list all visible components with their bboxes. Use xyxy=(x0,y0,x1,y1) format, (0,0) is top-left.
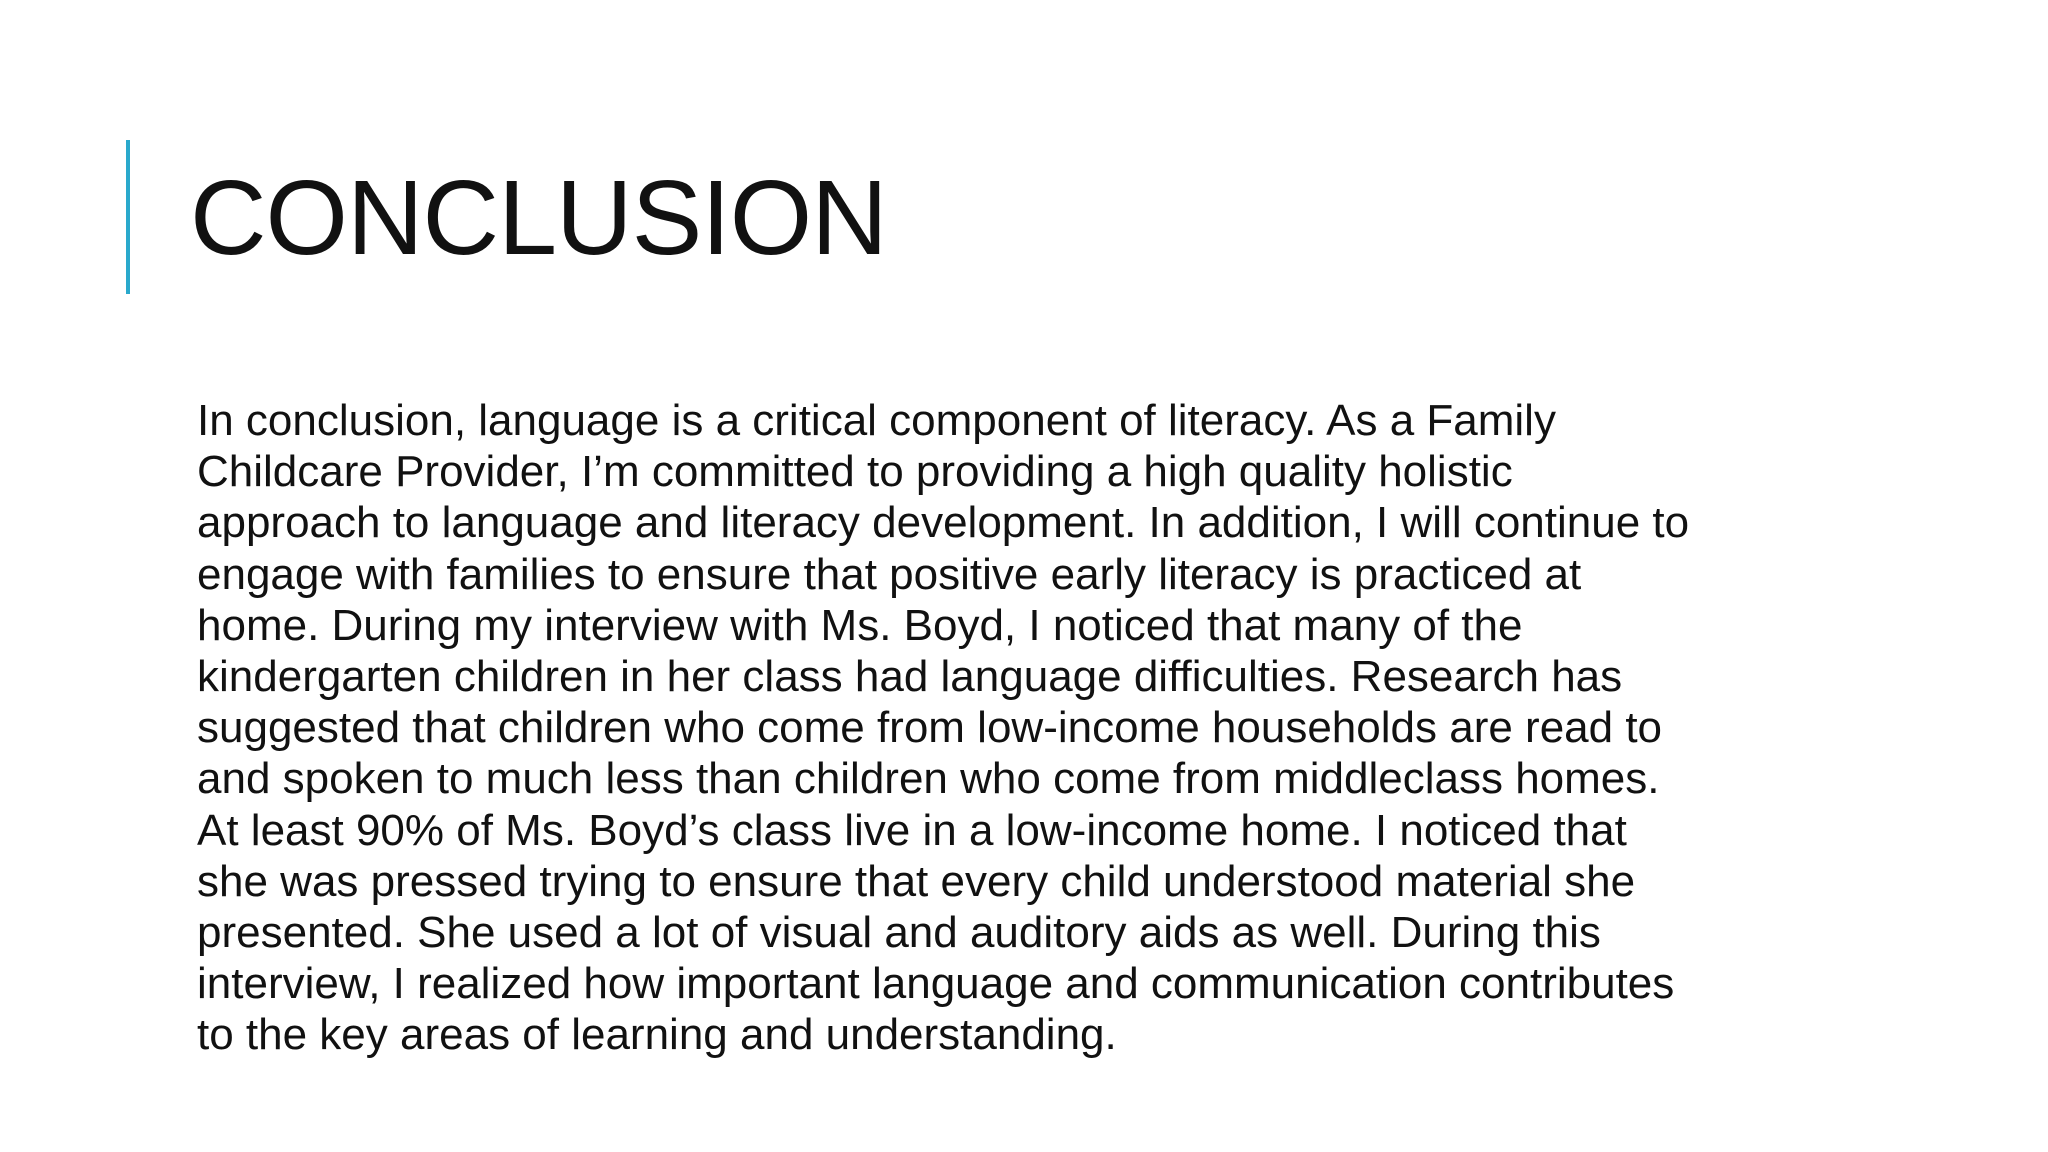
body-text-line: and spoken to much less than children who come from middleclass homes. xyxy=(197,754,1660,804)
body-text-line: engage with families to ensure that positive early literacy is practiced at xyxy=(197,549,1582,599)
body-text-line: approach to language and literacy development. In addition, I will continue to xyxy=(197,498,1690,548)
slide-title: CONCLUSION xyxy=(190,159,887,277)
body-text-line: home. During my interview with Ms. Boyd, I noticed that many of the xyxy=(197,600,1523,650)
body-text-line: kindergarten children in her class had language difficulties. Research has xyxy=(197,652,1623,702)
body-text-line: In conclusion, language is a critical component of literacy. As a Family xyxy=(197,396,1556,445)
body-text-line: At least 90% of Ms. Boyd’s class live in a low-income home. I noticed that xyxy=(197,805,1627,855)
slide-body-text xyxy=(197,395,1877,1061)
title-accent-bar xyxy=(126,140,130,294)
body-text-line: Childcare Provider, I’m committed to providing a high quality holistic xyxy=(197,447,1513,497)
body-text-line: suggested that children who come from low-income households are read to xyxy=(197,703,1663,753)
body-text-line: to the key areas of learning and understanding. xyxy=(197,1010,1117,1060)
body-text-line: interview, I realized how important language and communication contributes xyxy=(197,959,1675,1009)
body-text-line: presented. She used a lot of visual and auditory aids as well. During this xyxy=(197,908,1601,958)
body-text-line: she was pressed trying to ensure that every child understood material she xyxy=(197,856,1636,906)
